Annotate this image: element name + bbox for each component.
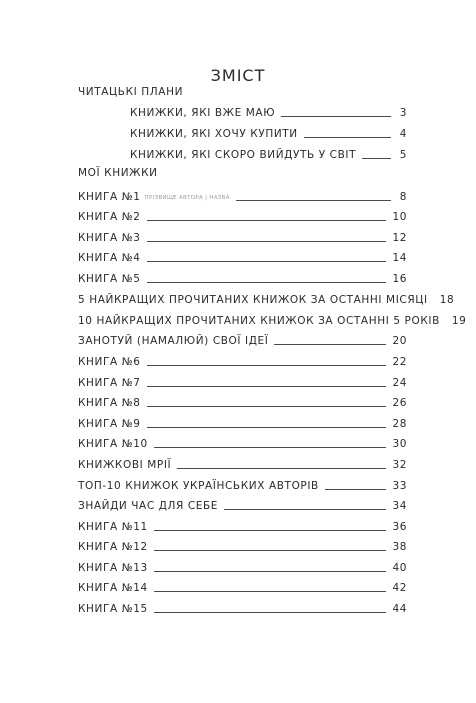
toc-entry-label: КНИГА №5 [78, 273, 141, 285]
toc-entry-page: 8 [399, 191, 407, 203]
section-heading-reading-plans: ЧИТАЦЬКІ ПЛАНИ [78, 86, 184, 98]
toc-entry-label: КНИЖКИ, ЯКІ ВЖЕ МАЮ [130, 107, 276, 119]
leader-line [154, 611, 387, 613]
leader-line [147, 364, 387, 366]
toc-entry[interactable] [78, 478, 407, 492]
toc-entry-page: 10 [392, 211, 407, 223]
toc-entry-label: КНИГА №15 [78, 603, 148, 615]
toc-entry-label: КНИГА №10 [78, 438, 148, 450]
leader-line [147, 219, 387, 221]
toc-entry-label: 5 НАЙКРАЩИХ ПРОЧИТАНИХ КНИЖОК ЗА ОСТАННІ МІСЯЦІ [78, 294, 428, 306]
toc-entry[interactable] [78, 333, 407, 347]
toc-entry-label: КНИГА №2 [78, 211, 141, 223]
toc-entry[interactable] [78, 354, 407, 368]
toc-entry-page: 40 [392, 562, 407, 574]
leader-line [304, 136, 391, 138]
toc-entry[interactable] [78, 189, 407, 203]
toc-entry-page: 30 [392, 438, 407, 450]
toc-entry-label: КНИГА №7 [78, 377, 141, 389]
toc-entry[interactable] [78, 580, 407, 594]
leader-line [177, 467, 386, 469]
toc-entry[interactable] [78, 292, 455, 306]
toc-entry-page: 12 [392, 232, 407, 244]
toc-entry-label: ЗАНОТУЙ (НАМАЛЮЙ) СВОЇ ІДЕЇ [78, 335, 269, 347]
toc-entry-label: КНИЖКИ, ЯКІ СКОРО ВИЙДУТЬ У СВІТ [130, 149, 357, 161]
toc-entry-page: 26 [392, 397, 407, 409]
toc-entry-page: 14 [392, 252, 407, 264]
leader-line [147, 405, 387, 407]
toc-entry[interactable] [78, 457, 407, 471]
toc-entry[interactable] [78, 375, 407, 389]
leader-line [147, 385, 387, 387]
toc-entry-label: КНИЖКОВІ МРІЇ [78, 459, 172, 471]
toc-entry[interactable] [78, 271, 407, 285]
toc-entry-page: 44 [392, 603, 407, 615]
leader-line [274, 343, 386, 345]
toc-entry[interactable] [78, 395, 407, 409]
toc-entry-page: 18 [439, 294, 455, 306]
toc-entry[interactable] [78, 539, 407, 553]
toc-entry-label: ЗНАЙДИ ЧАС ДЛЯ СЕБЕ [78, 500, 219, 512]
toc-entry-page: 32 [392, 459, 407, 471]
toc-entry-page: 20 [392, 335, 407, 347]
leader-line [154, 549, 387, 551]
toc-entry-page: 19 [451, 315, 467, 327]
toc-entry-label: КНИГА №11 [78, 521, 148, 533]
toc-entry-label: КНИГА №9 [78, 418, 141, 430]
page-title: ЗМІСТ [210, 66, 266, 85]
toc-entry-label: ТОП-10 КНИЖОК УКРАЇНСЬКИХ АВТОРІВ [78, 480, 319, 492]
toc-entry[interactable] [78, 601, 407, 615]
leader-line [147, 281, 387, 283]
toc-entry-label: КНИГА №4 [78, 252, 141, 264]
toc-entry-label: КНИГА №6 [78, 356, 141, 368]
leader-line [281, 115, 391, 117]
toc-entry-label: 10 НАЙКРАЩИХ ПРОЧИТАНИХ КНИЖОК ЗА ОСТАННІ 5 РОКІВ [78, 315, 440, 327]
toc-entry[interactable] [130, 105, 407, 119]
toc-entry-page: 36 [392, 521, 407, 533]
toc-entry[interactable] [78, 498, 407, 512]
toc-entry-hint: ПРІЗВИЩЕ АВТОРА | НАЗВА [144, 195, 230, 201]
toc-entry-page: 34 [392, 500, 407, 512]
toc-entry-page: 42 [392, 582, 407, 594]
leader-line [154, 590, 387, 592]
toc-entry[interactable] [78, 250, 407, 264]
toc-entry[interactable] [78, 209, 407, 223]
toc-entry-label: КНИГА №3 [78, 232, 141, 244]
toc-entry-page: 33 [392, 480, 407, 492]
toc-entry-page: 28 [392, 418, 407, 430]
toc-entry-label: КНИЖКИ, ЯКІ ХОЧУ КУПИТИ [130, 128, 298, 140]
toc-entry-page: 24 [392, 377, 407, 389]
toc-entry-page: 3 [399, 107, 407, 119]
toc-entry[interactable] [78, 560, 407, 574]
toc-entry[interactable] [130, 147, 407, 161]
leader-line [154, 570, 387, 572]
section-heading-my-books: МОЇ КНИЖКИ [78, 167, 158, 179]
leader-line [224, 508, 386, 510]
leader-line [325, 488, 387, 490]
toc-entry-page: 38 [392, 541, 407, 553]
toc-entry[interactable] [78, 230, 407, 244]
toc-entry-label: КНИГА №14 [78, 582, 148, 594]
toc-entry-page: 22 [392, 356, 407, 368]
toc-entry-page: 4 [399, 128, 407, 140]
toc-entry-label: КНИГА №12 [78, 541, 148, 553]
toc-entry[interactable] [78, 416, 407, 430]
toc-entry[interactable] [130, 126, 407, 140]
leader-line [154, 529, 387, 531]
toc-entry-page: 16 [392, 273, 407, 285]
toc-entry-label: КНИГА №8 [78, 397, 141, 409]
leader-line [147, 426, 387, 428]
leader-line [147, 260, 387, 262]
toc-entry-label: КНИГА №13 [78, 562, 148, 574]
toc-entry[interactable] [78, 313, 467, 327]
toc-entry[interactable] [78, 519, 407, 533]
toc-entry-page: 5 [399, 149, 407, 161]
leader-line [236, 199, 391, 201]
toc-entry[interactable] [78, 436, 407, 450]
toc-entry-label: КНИГА №1 [78, 191, 141, 203]
leader-line [147, 240, 387, 242]
leader-line [154, 446, 387, 448]
leader-line [362, 157, 391, 159]
